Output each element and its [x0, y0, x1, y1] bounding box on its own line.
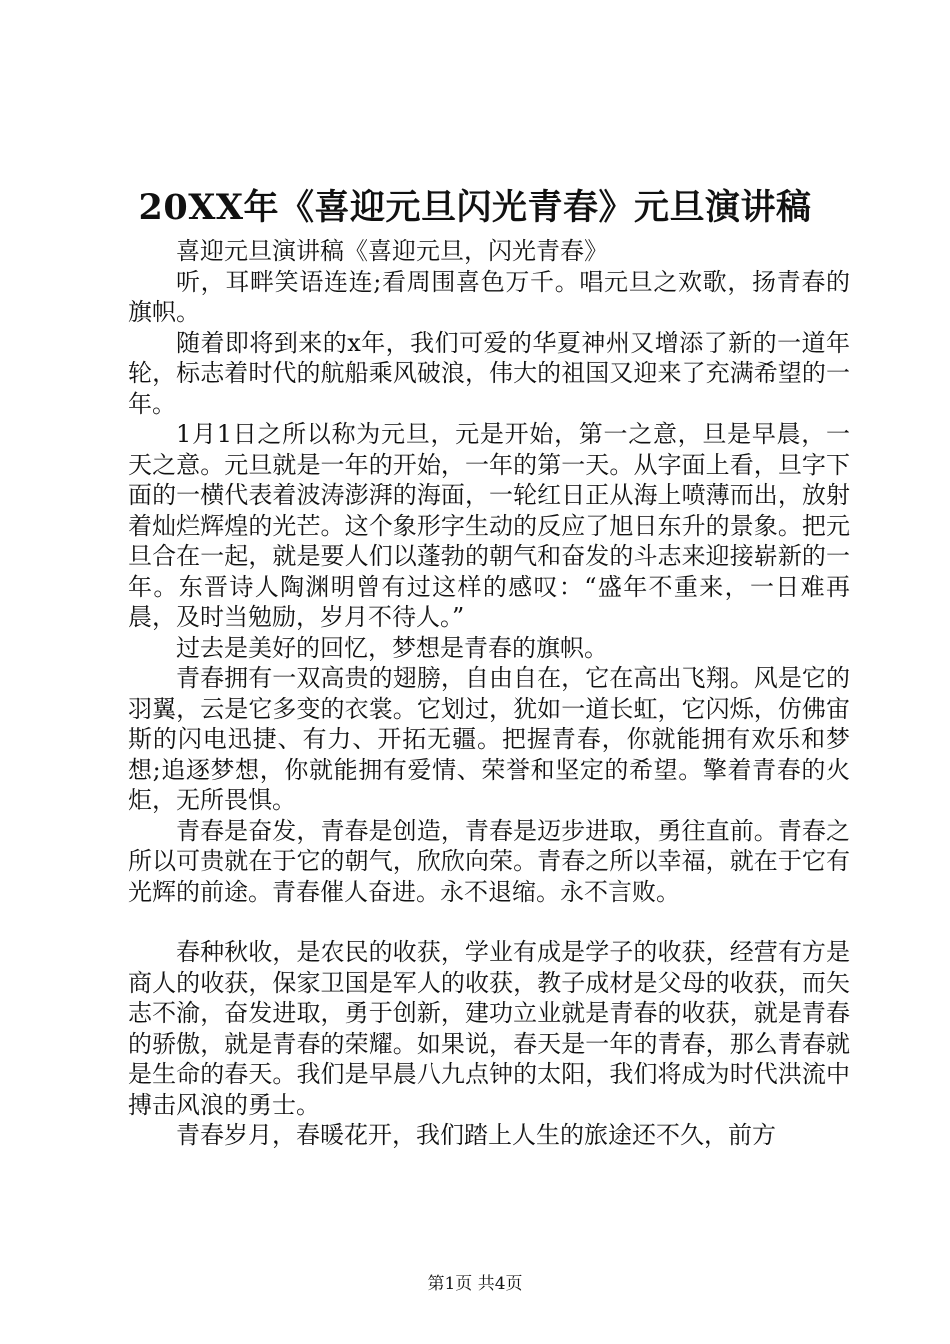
paragraph: 过去是美好的回忆，梦想是青春的旗帜。 — [176, 633, 608, 662]
paragraph: 听，耳畔笑语连连;看周围喜色万千。唱元旦之欢歌，扬青春的旗帜。 — [128, 267, 850, 326]
paragraph: 青春岁月，春暖花开，我们踏上人生的旅途还不久，前方 — [176, 1121, 776, 1149]
paragraph: 青春是奋发，青春是创造，青春是迈步进取，勇往直前。青春之所以可贵就在于它的朝气，欣欣向荣。青春之所以幸福，就在于它有光辉的前途。青春催人奋进。永不退缩。永不言败。 — [128, 816, 850, 906]
paragraph: 随着即将到来的x年，我们可爱的华夏神州又增添了新的一道年轮，标志着时代的航船乘风破浪，伟大的祖国又迎来了充满希望的一年。 — [128, 328, 850, 418]
paragraph: 春种秋收，是农民的收获，学业有成是学子的收获，经营有方是商人的收获，保家卫国是军人的收获，教子成材是父母的收获，而矢志不渝，奋发进取，勇于创新，建功立业就是青春的收获，就是青春的骄傲，就是青春的荣耀。如果说，春天是一年的青春，那么青春就是生命的春天。我们是早晨八九点钟的太阳，我们将成为时代洪流中搏击风浪的勇士。 — [128, 938, 850, 1119]
paragraph: 1月1日之所以称为元旦，元是开始，第一之意，旦是早晨，一天之意。元旦就是一年的开始，一年的第一天。从字面上看，旦字下面的一横代表着波涛澎湃的海面，一轮红日正从海上喷薄而出，放射着灿烂辉煌的光芒。这个象形字生动的反应了旭日东升的景象。把元旦合在一起，就是要人们以蓬勃的朝气和奋发的斗志来迎接崭新的一年。东晋诗人陶渊明曾有过这样的感叹：“盛年不重来，一日难再晨，及时当勉励，岁月不待人。” — [128, 420, 850, 631]
document-body — [128, 236, 850, 1151]
paragraph: 喜迎元旦演讲稿《喜迎元旦，闪光青春》 — [176, 237, 608, 265]
document-title: 20XX年《喜迎元旦闪光青春》元旦演讲稿 — [138, 187, 812, 228]
page-number-footer: 第1页 共4页 — [427, 1274, 523, 1294]
paragraph: 青春拥有一双高贵的翅膀，自由自在，它在高出飞翔。风是它的羽翼，云是它多变的衣裳。它划过，犹如一道长虹，它闪烁，仿佛宙斯的闪电迅捷、有力、开拓无疆。把握青春，你就能拥有欢乐和梦想;追逐梦想，你就能拥有爱情、荣誉和坚定的希望。擎着青春的火炬，无所畏惧。 — [128, 664, 850, 814]
